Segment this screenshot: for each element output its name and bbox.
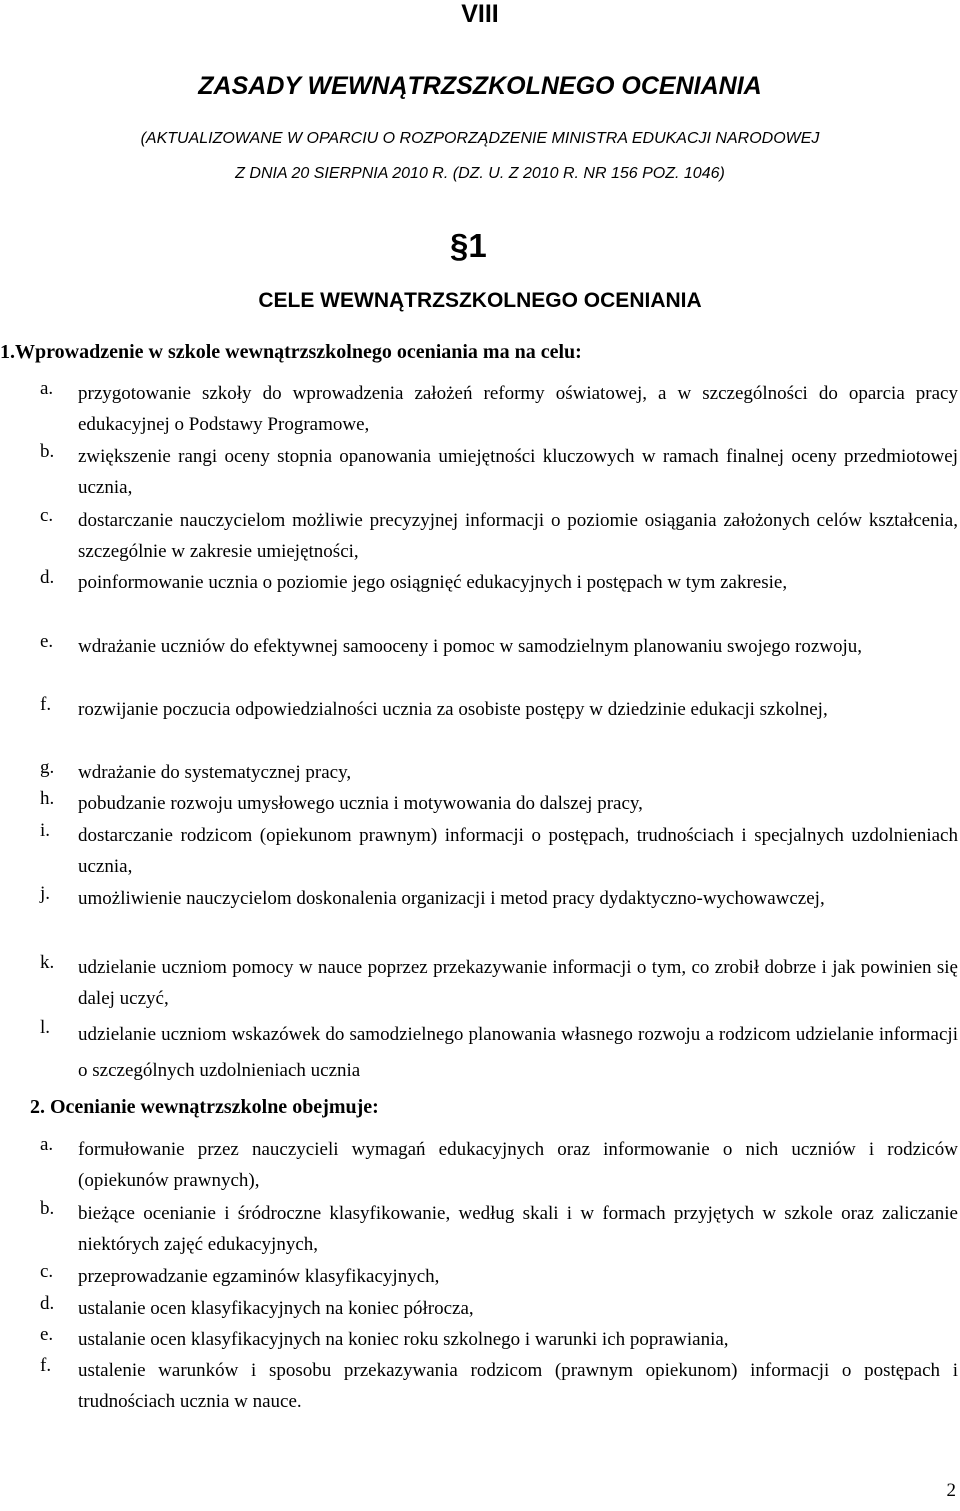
list-item bbox=[40, 788, 958, 819]
list-item bbox=[40, 1198, 958, 1260]
list-item bbox=[40, 694, 958, 725]
list-item bbox=[40, 820, 958, 882]
list-item-letter: j. bbox=[40, 883, 51, 904]
subtitle-line-1: (AKTUALIZOWANE W OPARCIU O ROZPORZĄDZENIE MINISTRA EDUKACJI NARODOWEJ bbox=[140, 130, 820, 147]
list-item-letter: l. bbox=[40, 1017, 51, 1038]
list-item-text: dostarczanie nauczycielom możliwie precyzyjnej informacji o poziomie osiągania założonych celów kształcenia, szczególnie w zakresie umiejętności, bbox=[78, 510, 958, 562]
list-item-text: rozwijanie poczucia odpowiedzialności ucznia za osobiste postępy w dziedzinie edukacji szkolnej, bbox=[78, 699, 828, 720]
page-number: 2 bbox=[946, 1480, 956, 1501]
list-item-text: umożliwienie nauczycielom doskonalenia organizacji i metod pracy dydaktyczno-wychowawczej, bbox=[78, 888, 825, 909]
list-item-letter: c. bbox=[40, 505, 54, 526]
section-number: §1 bbox=[450, 227, 487, 264]
list-item bbox=[40, 1017, 958, 1089]
list-item-letter: f. bbox=[40, 1355, 52, 1376]
list-item-text: ustalanie ocen klasyfikacyjnych na koniec półrocza, bbox=[78, 1298, 474, 1319]
list-item-letter: a. bbox=[40, 1134, 54, 1155]
list-item bbox=[40, 757, 958, 788]
list-item-text: ustalenie warunków i sposobu przekazywania rodzicom (prawnym opiekunom) informacji o postępach i trudnościach ucznia w nauce. bbox=[78, 1360, 958, 1412]
list-item bbox=[40, 1134, 958, 1196]
list-item bbox=[40, 952, 958, 1014]
list-item-letter: c. bbox=[40, 1261, 54, 1282]
list-item-text: przygotowanie szkoły do wprowadzenia założeń reformy oświatowej, a w szczególności do oparcia pracy edukacyjnej o Podstawy Programowe, bbox=[78, 383, 958, 435]
list-item-text: poinformowanie ucznia o poziomie jego osiągnięć edukacyjnych i postępach w tym zakresie, bbox=[78, 572, 788, 593]
list-item-text: wdrażanie uczniów do efektywnej samooceny i pomoc w samodzielnym planowaniu swojego rozwoju, bbox=[78, 636, 863, 657]
list-item-letter: d. bbox=[40, 1293, 55, 1314]
list-item-letter: b. bbox=[40, 441, 55, 462]
list-item bbox=[40, 631, 958, 662]
list-item-text: wdrażanie do systematycznej pracy, bbox=[78, 762, 352, 783]
list-item-text: pobudzanie rozwoju umysłowego ucznia i motywowania do dalszej pracy, bbox=[78, 793, 643, 814]
list-item-letter: g. bbox=[40, 757, 55, 778]
list-item bbox=[40, 883, 958, 914]
list-item-letter: a. bbox=[40, 378, 54, 399]
list-item bbox=[40, 1324, 958, 1355]
list-item bbox=[40, 1293, 958, 1324]
list-item-letter: d. bbox=[40, 567, 55, 588]
list-item bbox=[40, 505, 958, 567]
list-item-text: bieżące ocenianie i śródroczne klasyfikowanie, według skali i w formach przyjętych w szkole oraz zaliczanie niektórych zajęć edukacyjnych, bbox=[78, 1203, 958, 1255]
list-item-text: zwiększenie rangi oceny stopnia opanowania umiejętności kluczowych w ramach finalnej oceny przedmiotowej ucznia, bbox=[78, 446, 958, 498]
list-item bbox=[40, 441, 958, 503]
list-item-letter: b. bbox=[40, 1198, 55, 1219]
list-item-letter: k. bbox=[40, 952, 55, 973]
section-title: CELE WEWNĄTRZSZKOLNEGO OCENIANIA bbox=[258, 289, 702, 312]
part2-heading: 2. Ocenianie wewnątrzszkolne obejmuje: bbox=[30, 1096, 379, 1118]
list-item bbox=[40, 378, 958, 440]
part1-heading: 1.Wprowadzenie w szkole wewnątrzszkolnego oceniania ma na celu: bbox=[0, 341, 582, 363]
chapter-number: VIII bbox=[461, 0, 499, 28]
page-title: ZASADY WEWNĄTRZSZKOLNEGO OCENIANIA bbox=[198, 72, 762, 100]
list-item-text: udzielanie uczniom pomocy w nauce poprzez przekazywanie informacji o tym, co zrobił dobrze i jak powinien się dalej uczyć, bbox=[78, 957, 958, 1009]
list-item-text: udzielanie uczniom wskazówek do samodzielnego planowania własnego rozwoju a rodzicom udzielanie informacji o szczególnych uzdolnieniach ucznia bbox=[78, 1024, 958, 1081]
list-item bbox=[40, 1261, 958, 1292]
list-item-letter: e. bbox=[40, 1324, 54, 1345]
list-item-text: formułowanie przez nauczycieli wymagań edukacyjnych oraz informowanie o nich uczniów i rodziców (opiekunów prawnych), bbox=[78, 1139, 958, 1191]
list-item-letter: e. bbox=[40, 631, 54, 652]
list-item-letter: h. bbox=[40, 788, 55, 809]
list-item-text: przeprowadzanie egzaminów klasyfikacyjnych, bbox=[78, 1266, 440, 1287]
list-item bbox=[40, 567, 958, 598]
list-item-text: dostarczanie rodzicom (opiekunom prawnym) informacji o postępach, trudnościach i specjalnych uzdolnieniach ucznia, bbox=[78, 825, 958, 877]
list-item bbox=[40, 1355, 958, 1417]
list-item-letter: f. bbox=[40, 694, 52, 715]
list-item-text: ustalanie ocen klasyfikacyjnych na koniec roku szkolnego i warunki ich poprawiania, bbox=[78, 1329, 729, 1350]
subtitle-line-2: Z DNIA 20 SIERPNIA 2010 R. (DZ. U. Z 2010 R. NR 156 POZ. 1046) bbox=[235, 165, 725, 182]
list-item-letter: i. bbox=[40, 820, 51, 841]
